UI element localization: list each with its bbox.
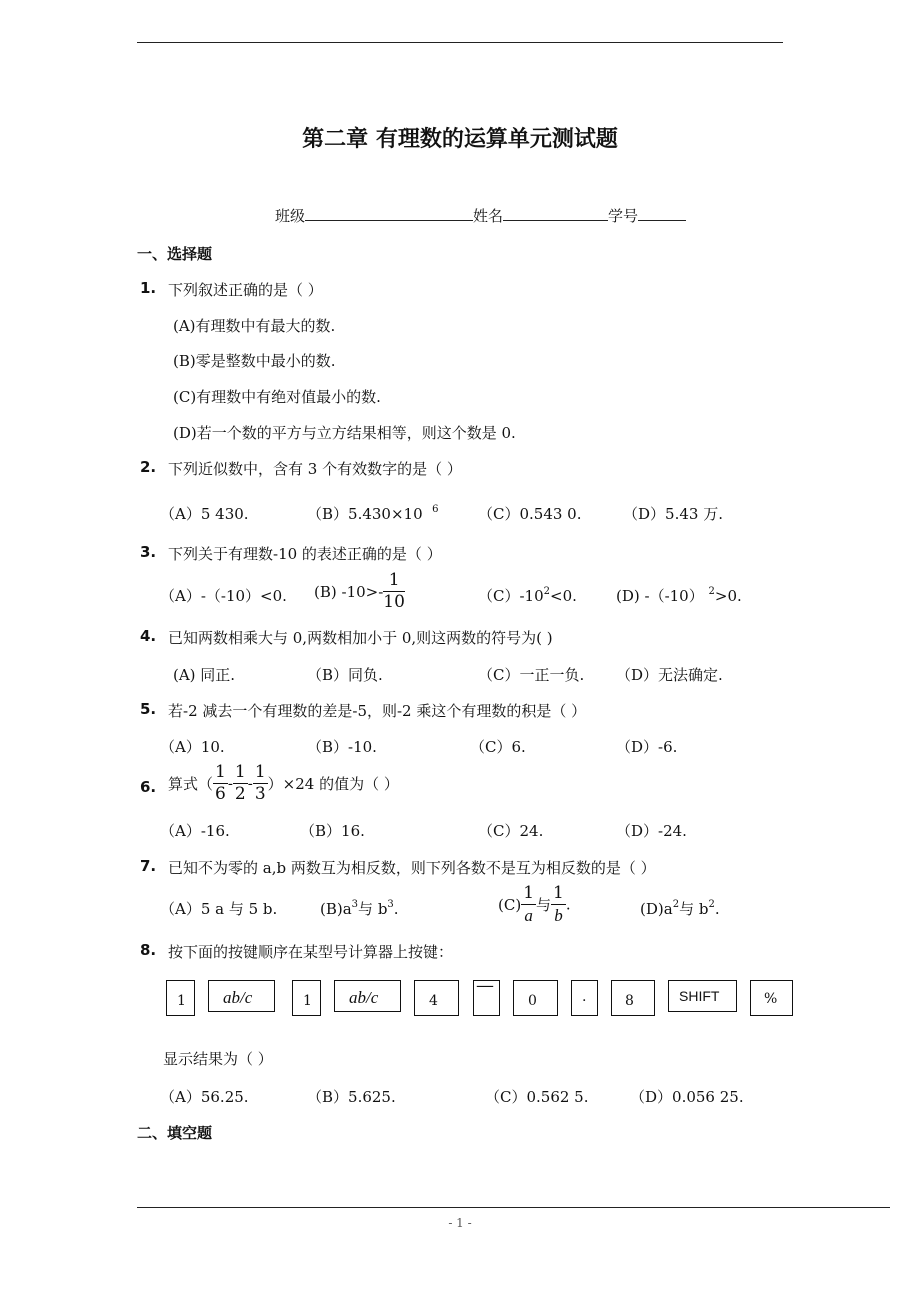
q6-minus-1: - [227,774,233,793]
student-info [275,205,686,226]
q3-c-exp: 2 [543,586,551,597]
q3-d-base: (D) -（-10） [616,587,704,605]
q3-stem: 下列关于有理数-10 的表述正确的是（ ） [168,545,442,563]
q3-number: 3. [140,543,157,561]
q7-b-mid: 与 b [358,900,388,918]
q7-option-c [498,885,571,924]
q3-option-d [616,585,742,606]
q7-c-fraction-2 [551,885,566,924]
q6-number: 6. [140,778,157,796]
q8-option-a: （A）56.25. [160,1088,249,1106]
q7-c-fraction-1 [521,885,536,924]
q8-result-prompt: 显示结果为（ ） [163,1050,273,1068]
q3-option-a: （A）-（-10）<0. [160,587,287,605]
q3-b-denominator: 10 [383,592,405,612]
calc-key-4-label: 4 [429,993,438,1009]
q7-c-pre: (C) [498,895,522,914]
q2-option-b [307,503,439,524]
section-fill-heading: 二、填空题 [137,1124,213,1142]
q7-d-mid: 与 b [679,900,709,918]
calc-key-dot [571,980,598,1016]
q1-option-c: (C)有理数中有绝对值最小的数. [173,388,381,406]
q6-f1-num: 1 [215,762,226,782]
q6-f3-den: 3 [254,784,266,804]
calc-key-abc-label: ab/c [223,988,253,1007]
calc-key-1b [292,980,321,1016]
q3-d-post: >0. [714,587,742,605]
q4-stem: 已知两数相乘大与 0,两数相加小于 0,则这两数的符号为( ) [168,629,553,647]
q6-option-d: （D）-24. [616,822,687,840]
q5-option-c: （C）6. [470,738,526,756]
q7-option-d [640,898,720,919]
q7-b-exp2: 3 [387,899,394,910]
q6-option-c: （C）24. [478,822,544,840]
q7-c-f2-den: b [554,906,563,925]
calc-key-4 [414,980,459,1016]
calc-key-shift [668,980,737,1012]
calc-key-abc-2 [334,980,401,1012]
calc-key-0 [513,980,558,1016]
q3-option-c [478,585,577,606]
q3-option-b [314,572,405,611]
q8-option-d: （D）0.056 25. [630,1088,744,1106]
q6-fraction-3 [253,764,268,803]
q6-f3-num: 1 [254,762,266,782]
q3-b-numerator: 1 [383,572,405,592]
q6-option-a: （A）-16. [160,822,230,840]
page-number: - 1 - [448,1216,472,1230]
q1-option-d: (D)若一个数的平方与立方结果相等，则这个数是 0. [173,424,516,442]
calc-key-abc-2-label: ab/c [349,988,379,1007]
q7-number: 7. [140,857,157,875]
q6-f2-num: 1 [234,762,246,782]
calc-key-dot-label: . [582,989,587,1005]
q1-number: 1. [140,279,157,297]
q7-d-exp2: 2 [708,899,715,910]
calc-key-shift-label: SHIFT [679,988,720,1004]
q7-d-exp1: 2 [672,899,680,910]
q2-option-b-exp: 6 [432,504,439,515]
q7-stem: 已知不为零的 a,b 两数互为相反数，则下列各数不是互为相反数的是（ ） [168,859,656,877]
q4-option-a: (A) 同正. [173,666,236,684]
id-label: 学号 [608,207,639,225]
q6-prefix: 算式（ [168,775,214,793]
q7-option-b [320,898,399,919]
q6-f2-den: 2 [234,784,246,804]
q6-minus-2: - [247,774,253,793]
calc-key-percent-label: % [764,991,778,1007]
q7-c-f2-num: 1 [553,883,564,903]
calc-key-minus-label: — [476,975,494,996]
q7-c-post: . [565,895,571,914]
q4-number: 4. [140,627,157,645]
q2-option-a: （A）5 430. [160,505,249,523]
q8-number: 8. [140,941,157,959]
calc-key-0-label: 0 [528,993,537,1009]
calc-key-1 [166,980,195,1016]
q3-option-b-text: (B) -10>- [314,582,384,601]
q8-option-b: （B）5.625. [307,1088,396,1106]
calc-key-percent [750,980,793,1016]
q5-option-a: （A）10. [160,738,225,756]
q2-stem: 下列近似数中，含有 3 个有效数字的是（ ） [168,460,462,478]
q1-option-b: (B)零是整数中最小的数. [173,352,336,370]
q6-f1-den: 6 [215,784,226,804]
calc-key-abc [208,980,275,1012]
q7-c-f1-num: 1 [523,883,535,903]
q7-c-mid: 与 [536,896,552,914]
calc-key-8-label: 8 [625,993,634,1009]
q3-option-b-fraction [383,572,405,611]
class-blank[interactable] [305,206,473,221]
q7-c-f1-den: a [524,906,533,925]
calc-key-1b-label: 1 [303,993,312,1009]
calc-key-8 [611,980,655,1016]
q7-d-post: . [714,900,720,918]
name-blank[interactable] [503,206,608,221]
q7-b-pre: (B)a [320,900,352,918]
q7-option-a: （A）5 a 与 5 b. [160,900,278,918]
q2-option-b-base: （B）5.430×10 [307,505,423,523]
q5-option-b: （B）-10. [307,738,377,756]
q1-option-a: (A)有理数中有最大的数. [173,317,336,335]
q8-stem: 按下面的按键顺序在某型号计算器上按键： [168,943,454,961]
name-label: 姓名 [473,207,504,225]
q4-option-b: （B）同负. [307,666,383,684]
q6-option-b: （B）16. [300,822,365,840]
section-choice-heading: 一、选择题 [137,245,213,263]
calc-key-1-label: 1 [177,993,186,1009]
q2-option-c: （C）0.543 0. [478,505,582,523]
q2-number: 2. [140,458,157,476]
q7-b-exp1: 3 [351,899,359,910]
q7-d-pre: (D)a [640,900,673,918]
id-blank[interactable] [638,206,686,221]
q6-suffix: ）×24 的值为（ ） [267,775,399,793]
q3-d-exp: 2 [708,586,715,597]
page-title: 第二章 有理数的运算单元测试题 [302,127,618,152]
q5-number: 5. [140,700,157,718]
q1-stem: 下列叙述正确的是（ ） [168,281,323,299]
q2-option-d: （D）5.43 万. [623,505,723,523]
class-label: 班级 [275,207,306,225]
q6-fraction-2 [233,764,248,803]
q3-c-post: <0. [550,587,577,605]
q5-option-d: （D）-6. [616,738,678,756]
q5-stem: 若-2 减去一个有理数的差是-5，则-2 乘这个有理数的积是（ ） [168,702,587,720]
q3-c-base: （C）-10 [478,587,544,605]
calc-key-minus [473,975,500,1016]
q6-expression [168,764,399,803]
q4-option-d: （D）无法确定. [616,666,723,684]
q6-fraction-1 [213,764,228,803]
q8-option-c: （C）0.562 5. [485,1088,589,1106]
q4-option-c: （C）一正一负. [478,666,585,684]
q7-b-post: . [393,900,399,918]
